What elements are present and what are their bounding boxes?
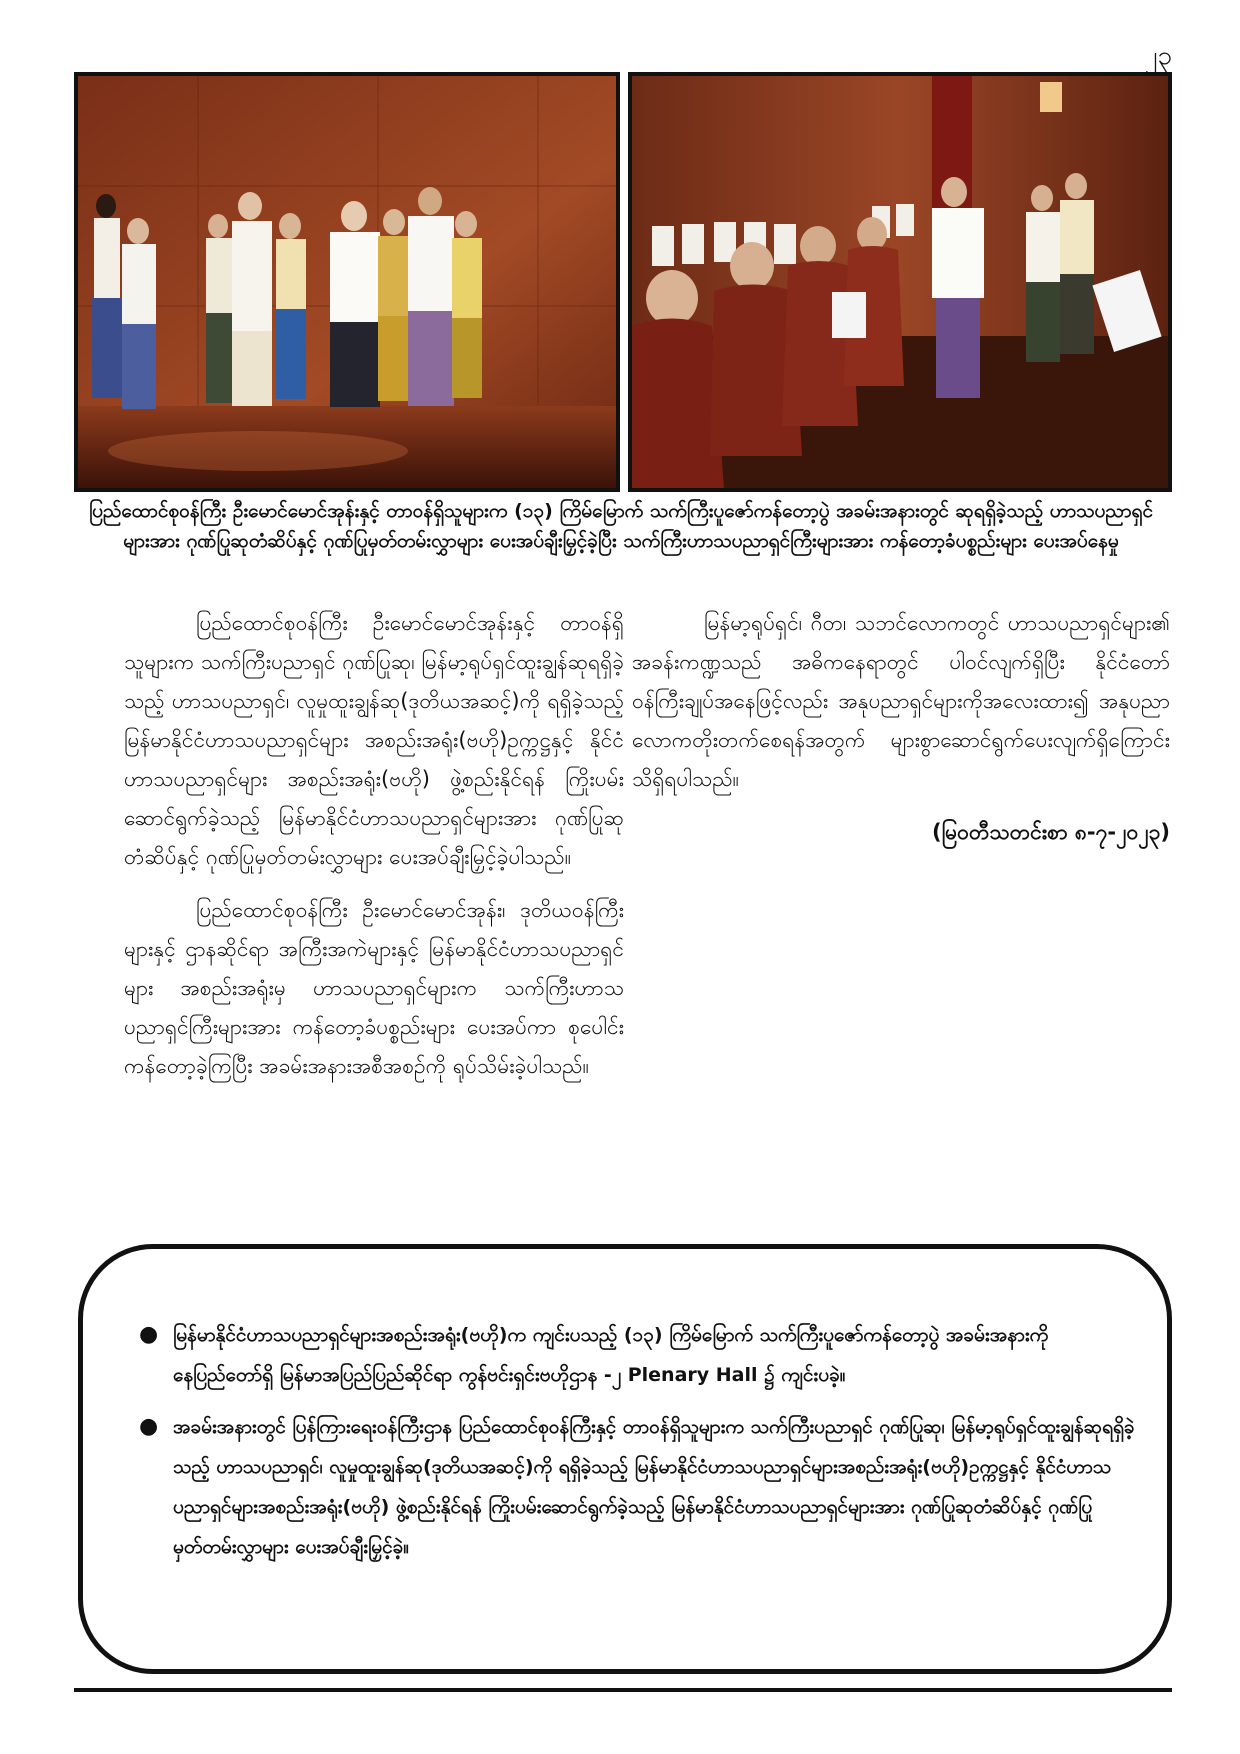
article-paragraph: ပြည်ထောင်စုဝန်ကြီး ဦးမောင်မောင်အုန်းနှင့် တာဝန်ရှိသူများက သက်ကြီးပညာရှင် ဂုဏ်ပြုဆု၊ မြန်မာ့ရုပ်ရှင်ထူးချွန်ဆုရရှိခဲ့သည့် ဟာသပညာရှင်၊ လူမှုထူးချွန်ဆု(ဒုတိယအဆင့်)ကို ရရှိခဲ့သည့် မြန်မာနိုင်ငံဟာသပညာရှင်များ အစည်းအရုံး(ဗဟို)ဥက္ကဋ္ဌနှင့် နိုင်ငံဟာသပညာရှင်များ အစည်းအရုံး(ဗဟို) ဖွဲ့စည်းနိုင်ရန် ကြိုးပမ်းဆောင်ရွက်ခဲ့သည့် မြန်မာနိုင်ငံဟာသပညာရှင်များအား ဂုဏ်ပြုဆုတံဆိပ်နှင့် ဂုဏ်ပြုမှတ်တမ်းလွှာများ ပေးအပ်ချီးမြှင့်ခဲ့ပါသည်။ — [124, 611, 624, 869]
article-paragraph: ပြည်ထောင်စုဝန်ကြီး ဦးမောင်မောင်အုန်း၊ ဒုတိယဝန်ကြီးများနှင့် ဌာနဆိုင်ရာ အကြီးအကဲများနှင့် မြန်မာနိုင်ငံဟာသပညာရှင်များ အစည်းအရုံးမှ ဟာသပညာရှင်များက သက်ကြီးဟာသပညာရှင်ကြီးများအား ကန်တော့ခံပစ္စည်းများ ပေးအပ်ကာ စုပေါင်းကန်တော့ခဲ့ကြပြီး အခမ်းအနားအစီအစဉ်ကို ရုပ်သိမ်းခဲ့ပါသည်။ — [124, 898, 624, 1078]
source-citation: (မြဝတီသတင်းစာ ၈-၇-၂၀၂၃) — [932, 820, 1170, 844]
left-column — [124, 604, 624, 1100]
monks-receiving-gifts-photo — [628, 72, 1172, 492]
right-column — [632, 604, 1170, 852]
highlights-list — [135, 1315, 1139, 1567]
highlight-text: မြန်မာနိုင်ငံဟာသပညာရှင်များအစည်းအရုံး(ဗဟို)က ကျင်းပသည့် (၁၃) ကြိမ်မြောက် သက်ကြီးပူဇော်ကန်တော့ပွဲ အခမ်းအနားကို နေပြည်တော်ရှိ မြန်မာအပြည်ပြည်ဆိုင်ရာ ကွန်ဗင်းရှင်းဗဟိုဌာန -၂ Plenary Hall ၌ ကျင်းပခဲ့။ — [173, 1324, 1049, 1386]
page-number: ၂၃ — [1144, 41, 1172, 71]
article-paragraph: မြန်မာ့ရုပ်ရှင်၊ ဂီတ၊ သဘင်လောကတွင် ဟာသပညာရှင်များ၏ အခန်းကဏ္ဍသည် အဓိကနေရာတွင် ပါဝင်လျက်ရှိပြီး နိုင်ငံတော်ဝန်ကြီးချုပ်အနေဖြင့်လည်း အနုပညာရှင်များကိုအလေးထား၍ အနုပညာလောကတိုးတက်စေရန်အတွက် များစွာဆောင်ရွက်ပေးလျက်ရှိကြောင်း သိရှိရပါသည်။ — [632, 611, 1170, 791]
stage-photo-illustration — [78, 76, 616, 488]
photo-caption: ပြည်ထောင်စုဝန်ကြီး ဦးမောင်မောင်အုန်းနှင့် တာဝန်ရှိသူများက (၁၃) ကြိမ်မြောက် သက်ကြီးပူဇော်ကန်တော့ပွဲ အခမ်းအနားတွင် ဆုရရှိခဲ့သည့် ဟာသပညာရှင်များအား ဂုဏ်ပြုဆုတံဆိပ်နှင့် ဂုဏ်ပြုမှတ်တမ်းလွှာများ ပေးအပ်ချီးမြှင့်ခဲ့ပြီး သက်ကြီးဟာသပညာရှင်ကြီးများအား ကန်တော့ခံပစ္စည်းများ ပေးအပ်နေမှု — [88, 500, 1154, 552]
highlight-text: အခမ်းအနားတွင် ပြန်ကြားရေးဝန်ကြီးဌာန ပြည်ထောင်စုဝန်ကြီးနှင့် တာဝန်ရှိသူများက သက်ကြီးပညာရှင် ဂုဏ်ပြုဆု၊ မြန်မာ့ရုပ်ရှင်ထူးချွန်ဆုရရှိခဲ့သည့် ဟာသပညာရှင်၊ လူမှုထူးချွန်ဆု(ဒုတိယအဆင့်)ကို ရရှိခဲ့သည့် မြန်မာနိုင်ငံဟာသပညာရှင်များအစည်းအရုံး(ဗဟို)ဥက္ကဋ္ဌနှင့် နိုင်ငံဟာသပညာရှင်များအစည်းအရုံး(ဗဟို) ဖွဲ့စည်းနိုင်ရန် ကြိုးပမ်းဆောင်ရွက်ခဲ့သည့် မြန်မာနိုင်ငံဟာသပညာရှင်များအား ဂုဏ်ပြုဆုတံဆိပ်နှင့် ဂုဏ်ပြုမှတ်တမ်းလွှာများ ပေးအပ်ချီးမြှင့်ခဲ့။ — [173, 1416, 1135, 1558]
highlight-item — [135, 1407, 1139, 1567]
hall-photo-illustration — [632, 76, 1168, 488]
bottom-divider — [74, 1688, 1172, 1692]
highlight-item — [135, 1315, 1139, 1395]
award-ceremony-stage-photo — [74, 72, 620, 492]
bullet-icon: ● — [139, 1414, 159, 1439]
highlights-box — [78, 1244, 1172, 1674]
bullet-icon: ● — [139, 1322, 159, 1347]
